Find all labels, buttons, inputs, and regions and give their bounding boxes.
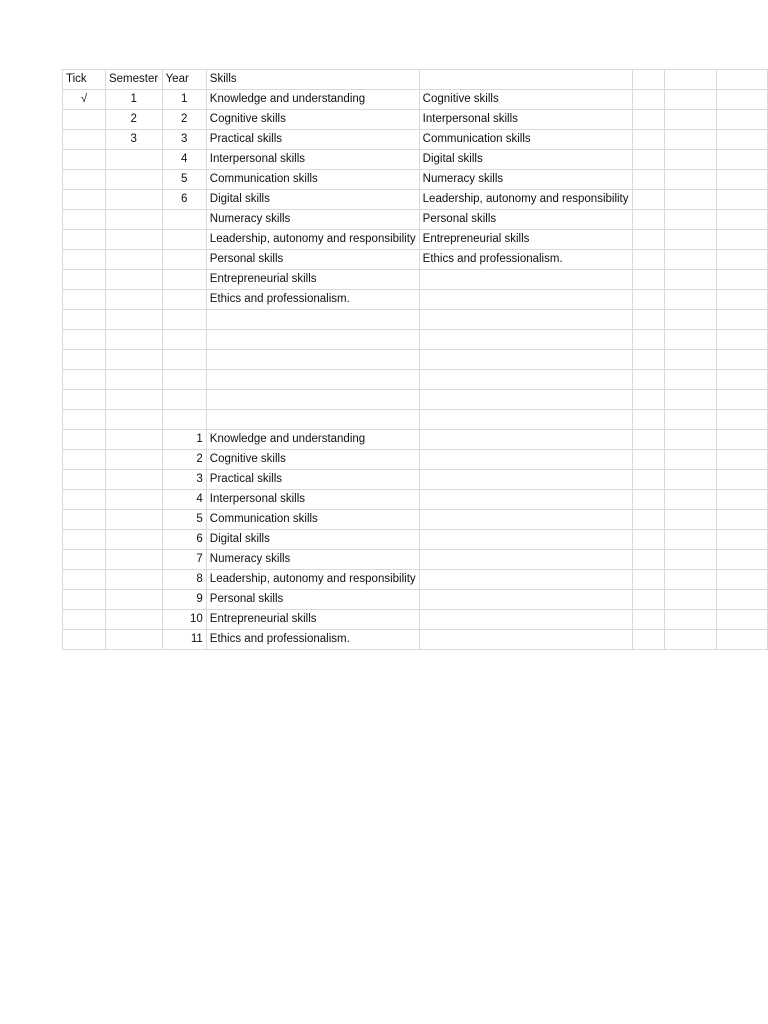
- table-row: [63, 110, 768, 130]
- empty-cell[interactable]: [632, 130, 665, 150]
- empty-cell[interactable]: [162, 330, 206, 350]
- empty-cell[interactable]: [63, 390, 106, 410]
- year-cell[interactable]: [162, 270, 206, 290]
- empty-cell[interactable]: [419, 350, 632, 370]
- empty-cell[interactable]: [419, 370, 632, 390]
- empty-cell[interactable]: [419, 490, 632, 510]
- empty-cell[interactable]: [206, 350, 419, 370]
- empty-cell[interactable]: [716, 470, 767, 490]
- number-cell[interactable]: 5: [162, 510, 206, 530]
- skill-cell[interactable]: Cognitive skills: [206, 450, 419, 470]
- skill-cell[interactable]: Practical skills: [206, 470, 419, 490]
- skill-cell[interactable]: Digital skills: [419, 150, 632, 170]
- empty-cell[interactable]: [162, 370, 206, 390]
- empty-cell[interactable]: [105, 430, 162, 450]
- empty-cell[interactable]: [63, 310, 106, 330]
- empty-cell[interactable]: [63, 550, 106, 570]
- skill-cell[interactable]: Communication skills: [419, 130, 632, 150]
- empty-cell[interactable]: [63, 590, 106, 610]
- empty-cell[interactable]: [632, 230, 665, 250]
- skill-cell[interactable]: Ethics and professionalism.: [419, 250, 632, 270]
- empty-cell[interactable]: [419, 610, 632, 630]
- empty-cell[interactable]: [419, 590, 632, 610]
- semester-cell[interactable]: [105, 250, 162, 270]
- empty-row: [63, 410, 768, 430]
- skill-cell[interactable]: [419, 290, 632, 310]
- empty-cell[interactable]: [716, 110, 767, 130]
- empty-cell[interactable]: [105, 370, 162, 390]
- skill-cell[interactable]: Leadership, autonomy and responsibility: [206, 230, 419, 250]
- empty-cell[interactable]: [63, 510, 106, 530]
- skill-cell[interactable]: Leadership, autonomy and responsibility: [206, 570, 419, 590]
- empty-row: [63, 370, 768, 390]
- empty-cell[interactable]: [665, 470, 716, 490]
- table-row: [63, 630, 768, 650]
- number-cell[interactable]: 9: [162, 590, 206, 610]
- skill-cell[interactable]: Knowledge and understanding: [206, 430, 419, 450]
- empty-cell[interactable]: [632, 350, 665, 370]
- empty-cell[interactable]: [665, 90, 716, 110]
- table-row: [63, 270, 768, 290]
- empty-cell[interactable]: [105, 470, 162, 490]
- empty-cell[interactable]: [716, 310, 767, 330]
- table-row: [63, 590, 768, 610]
- empty-cell[interactable]: [105, 570, 162, 590]
- empty-cell[interactable]: [665, 170, 716, 190]
- year-cell[interactable]: [162, 210, 206, 230]
- skill-cell[interactable]: Interpersonal skills: [206, 150, 419, 170]
- empty-cell[interactable]: [632, 70, 665, 90]
- empty-cell[interactable]: [716, 130, 767, 150]
- empty-cell[interactable]: [665, 210, 716, 230]
- empty-cell[interactable]: [105, 590, 162, 610]
- skill-cell[interactable]: Communication skills: [206, 510, 419, 530]
- tick-cell[interactable]: [63, 190, 106, 210]
- empty-cell[interactable]: [105, 410, 162, 430]
- empty-cell[interactable]: [632, 370, 665, 390]
- empty-cell[interactable]: [632, 570, 665, 590]
- table-row: [63, 530, 768, 550]
- empty-cell[interactable]: [63, 570, 106, 590]
- empty-cell[interactable]: [665, 570, 716, 590]
- empty-cell[interactable]: [716, 210, 767, 230]
- empty-cell[interactable]: [716, 370, 767, 390]
- year-cell[interactable]: 1: [162, 90, 206, 110]
- empty-cell[interactable]: [63, 370, 106, 390]
- skill-cell[interactable]: Interpersonal skills: [206, 490, 419, 510]
- empty-row: [63, 390, 768, 410]
- empty-cell[interactable]: [632, 470, 665, 490]
- skill-cell[interactable]: Numeracy skills: [419, 170, 632, 190]
- skill-cell[interactable]: Numeracy skills: [206, 550, 419, 570]
- empty-cell[interactable]: [632, 170, 665, 190]
- semester-cell[interactable]: [105, 210, 162, 230]
- tick-cell[interactable]: [63, 230, 106, 250]
- empty-cell[interactable]: [716, 350, 767, 370]
- header-year[interactable]: Year: [162, 70, 206, 90]
- empty-cell[interactable]: [632, 530, 665, 550]
- empty-cell[interactable]: [665, 530, 716, 550]
- empty-cell[interactable]: [105, 310, 162, 330]
- empty-cell[interactable]: [665, 270, 716, 290]
- empty-cell[interactable]: [716, 610, 767, 630]
- empty-cell[interactable]: [665, 590, 716, 610]
- empty-cell[interactable]: [419, 470, 632, 490]
- table-row: [63, 450, 768, 470]
- empty-cell[interactable]: [105, 450, 162, 470]
- empty-cell[interactable]: [632, 450, 665, 470]
- empty-cell[interactable]: [665, 390, 716, 410]
- year-cell[interactable]: [162, 250, 206, 270]
- table-row: [63, 570, 768, 590]
- empty-cell[interactable]: [162, 310, 206, 330]
- empty-cell[interactable]: [665, 110, 716, 130]
- empty-cell[interactable]: [665, 150, 716, 170]
- empty-cell[interactable]: [419, 330, 632, 350]
- empty-cell[interactable]: [716, 450, 767, 470]
- number-cell[interactable]: 11: [162, 630, 206, 650]
- year-cell[interactable]: 6: [162, 190, 206, 210]
- semester-cell[interactable]: [105, 230, 162, 250]
- year-cell[interactable]: 4: [162, 150, 206, 170]
- table-row: [63, 610, 768, 630]
- empty-cell[interactable]: [665, 70, 716, 90]
- empty-cell[interactable]: [632, 250, 665, 270]
- skill-cell[interactable]: Knowledge and understanding: [206, 90, 419, 110]
- tick-cell[interactable]: [63, 290, 106, 310]
- skill-cell[interactable]: Personal skills: [419, 210, 632, 230]
- table-row: [63, 250, 768, 270]
- empty-cell[interactable]: [716, 230, 767, 250]
- empty-cell[interactable]: [632, 630, 665, 650]
- empty-cell[interactable]: [162, 410, 206, 430]
- empty-cell[interactable]: [632, 310, 665, 330]
- skill-cell[interactable]: [419, 270, 632, 290]
- empty-cell[interactable]: [716, 530, 767, 550]
- empty-cell[interactable]: [716, 150, 767, 170]
- empty-cell[interactable]: [419, 310, 632, 330]
- empty-cell[interactable]: [632, 90, 665, 110]
- tick-cell[interactable]: √: [63, 90, 106, 110]
- skill-cell[interactable]: Entrepreneurial skills: [206, 270, 419, 290]
- empty-cell[interactable]: [63, 350, 106, 370]
- empty-cell[interactable]: [63, 490, 106, 510]
- empty-cell[interactable]: [162, 390, 206, 410]
- skill-cell[interactable]: Digital skills: [206, 190, 419, 210]
- empty-cell[interactable]: [63, 610, 106, 630]
- empty-cell[interactable]: [716, 330, 767, 350]
- empty-cell[interactable]: [665, 630, 716, 650]
- header-row: [63, 70, 768, 90]
- header-semester[interactable]: Semester: [105, 70, 162, 90]
- empty-cell[interactable]: [716, 290, 767, 310]
- empty-row: [63, 350, 768, 370]
- empty-cell[interactable]: [105, 510, 162, 530]
- empty-cell[interactable]: [419, 570, 632, 590]
- table-row: [63, 90, 768, 110]
- table-row: [63, 230, 768, 250]
- empty-cell[interactable]: [419, 390, 632, 410]
- empty-cell[interactable]: [665, 510, 716, 530]
- number-cell[interactable]: 7: [162, 550, 206, 570]
- empty-cell[interactable]: [206, 390, 419, 410]
- tick-cell[interactable]: [63, 270, 106, 290]
- empty-cell[interactable]: [716, 570, 767, 590]
- empty-cell[interactable]: [716, 390, 767, 410]
- empty-cell[interactable]: [105, 550, 162, 570]
- empty-cell[interactable]: [632, 330, 665, 350]
- empty-cell[interactable]: [63, 470, 106, 490]
- skill-cell[interactable]: Personal skills: [206, 250, 419, 270]
- skill-cell[interactable]: Leadership, autonomy and responsibility: [419, 190, 632, 210]
- empty-cell[interactable]: [716, 430, 767, 450]
- empty-cell[interactable]: [665, 350, 716, 370]
- empty-cell[interactable]: [716, 590, 767, 610]
- empty-cell[interactable]: [206, 330, 419, 350]
- empty-cell[interactable]: [63, 330, 106, 350]
- empty-cell[interactable]: [419, 450, 632, 470]
- empty-cell[interactable]: [632, 270, 665, 290]
- header-skills[interactable]: Skills: [206, 70, 419, 90]
- empty-cell[interactable]: [632, 290, 665, 310]
- empty-cell[interactable]: [63, 430, 106, 450]
- table-row: [63, 510, 768, 530]
- semester-cell[interactable]: [105, 150, 162, 170]
- empty-cell[interactable]: [632, 490, 665, 510]
- number-cell[interactable]: 3: [162, 470, 206, 490]
- skill-cell[interactable]: Cognitive skills: [419, 90, 632, 110]
- empty-cell[interactable]: [665, 250, 716, 270]
- tick-cell[interactable]: [63, 130, 106, 150]
- empty-cell[interactable]: [63, 450, 106, 470]
- empty-cell[interactable]: [162, 350, 206, 370]
- tick-cell[interactable]: [63, 150, 106, 170]
- empty-cell[interactable]: [105, 390, 162, 410]
- semester-cell[interactable]: [105, 170, 162, 190]
- number-cell[interactable]: 4: [162, 490, 206, 510]
- number-cell[interactable]: 8: [162, 570, 206, 590]
- empty-cell[interactable]: [419, 70, 632, 90]
- empty-cell[interactable]: [206, 370, 419, 390]
- empty-cell[interactable]: [105, 330, 162, 350]
- empty-cell[interactable]: [419, 630, 632, 650]
- empty-cell[interactable]: [419, 530, 632, 550]
- empty-cell[interactable]: [665, 230, 716, 250]
- semester-cell[interactable]: [105, 190, 162, 210]
- empty-cell[interactable]: [665, 550, 716, 570]
- table-row: [63, 150, 768, 170]
- empty-cell[interactable]: [716, 90, 767, 110]
- semester-cell[interactable]: [105, 270, 162, 290]
- skill-cell[interactable]: Cognitive skills: [206, 110, 419, 130]
- skill-cell[interactable]: Entrepreneurial skills: [206, 610, 419, 630]
- year-cell[interactable]: [162, 290, 206, 310]
- empty-cell[interactable]: [665, 330, 716, 350]
- empty-cell[interactable]: [665, 370, 716, 390]
- empty-cell[interactable]: [63, 410, 106, 430]
- year-cell[interactable]: 3: [162, 130, 206, 150]
- empty-cell[interactable]: [632, 110, 665, 130]
- empty-cell[interactable]: [716, 490, 767, 510]
- empty-cell[interactable]: [419, 550, 632, 570]
- empty-cell[interactable]: [716, 250, 767, 270]
- table-row: [63, 430, 768, 450]
- empty-cell[interactable]: [665, 190, 716, 210]
- empty-cell[interactable]: [665, 310, 716, 330]
- empty-cell[interactable]: [632, 190, 665, 210]
- empty-cell[interactable]: [716, 410, 767, 430]
- empty-cell[interactable]: [419, 410, 632, 430]
- empty-cell[interactable]: [632, 510, 665, 530]
- empty-cell[interactable]: [665, 610, 716, 630]
- empty-cell[interactable]: [419, 430, 632, 450]
- semester-cell[interactable]: 2: [105, 110, 162, 130]
- empty-cell[interactable]: [105, 350, 162, 370]
- number-cell[interactable]: 1: [162, 430, 206, 450]
- semester-cell[interactable]: 1: [105, 90, 162, 110]
- empty-cell[interactable]: [716, 270, 767, 290]
- table-row: [63, 190, 768, 210]
- number-cell[interactable]: 10: [162, 610, 206, 630]
- skill-cell[interactable]: Digital skills: [206, 530, 419, 550]
- table-row: [63, 170, 768, 190]
- tick-cell[interactable]: [63, 250, 106, 270]
- empty-cell[interactable]: [105, 530, 162, 550]
- table-row: [63, 490, 768, 510]
- empty-cell[interactable]: [105, 610, 162, 630]
- empty-cell[interactable]: [206, 310, 419, 330]
- empty-cell[interactable]: [632, 150, 665, 170]
- table-row: [63, 470, 768, 490]
- empty-cell[interactable]: [419, 510, 632, 530]
- empty-cell[interactable]: [105, 630, 162, 650]
- empty-cell[interactable]: [665, 410, 716, 430]
- empty-cell[interactable]: [105, 490, 162, 510]
- year-cell[interactable]: [162, 230, 206, 250]
- semester-cell[interactable]: 3: [105, 130, 162, 150]
- number-cell[interactable]: 2: [162, 450, 206, 470]
- empty-cell[interactable]: [632, 430, 665, 450]
- tick-cell[interactable]: [63, 110, 106, 130]
- table-row: [63, 290, 768, 310]
- tick-cell[interactable]: [63, 170, 106, 190]
- skill-cell[interactable]: Ethics and professionalism.: [206, 630, 419, 650]
- empty-cell[interactable]: [716, 630, 767, 650]
- semester-cell[interactable]: [105, 290, 162, 310]
- skill-cell[interactable]: Ethics and professionalism.: [206, 290, 419, 310]
- empty-cell[interactable]: [716, 550, 767, 570]
- empty-cell[interactable]: [665, 290, 716, 310]
- year-cell[interactable]: 5: [162, 170, 206, 190]
- empty-cell[interactable]: [716, 510, 767, 530]
- empty-cell[interactable]: [632, 550, 665, 570]
- empty-cell[interactable]: [632, 410, 665, 430]
- skill-cell[interactable]: Personal skills: [206, 590, 419, 610]
- empty-row: [63, 330, 768, 350]
- skill-cell[interactable]: Communication skills: [206, 170, 419, 190]
- empty-cell[interactable]: [665, 450, 716, 470]
- skill-cell[interactable]: Practical skills: [206, 130, 419, 150]
- spreadsheet-grid: [62, 69, 768, 650]
- number-cell[interactable]: 6: [162, 530, 206, 550]
- empty-cell[interactable]: [63, 630, 106, 650]
- empty-cell[interactable]: [632, 590, 665, 610]
- table-row: [63, 130, 768, 150]
- empty-cell[interactable]: [632, 390, 665, 410]
- empty-row: [63, 310, 768, 330]
- skill-cell[interactable]: Interpersonal skills: [419, 110, 632, 130]
- empty-cell[interactable]: [632, 610, 665, 630]
- empty-cell[interactable]: [665, 490, 716, 510]
- empty-cell[interactable]: [63, 530, 106, 550]
- empty-cell[interactable]: [665, 130, 716, 150]
- empty-cell[interactable]: [632, 210, 665, 230]
- skill-cell[interactable]: Numeracy skills: [206, 210, 419, 230]
- year-cell[interactable]: 2: [162, 110, 206, 130]
- empty-cell[interactable]: [665, 430, 716, 450]
- header-tick[interactable]: Tick: [63, 70, 106, 90]
- empty-cell[interactable]: [716, 190, 767, 210]
- table-row: [63, 210, 768, 230]
- empty-cell[interactable]: [716, 170, 767, 190]
- empty-cell[interactable]: [206, 410, 419, 430]
- table-row: [63, 550, 768, 570]
- skill-cell[interactable]: Entrepreneurial skills: [419, 230, 632, 250]
- tick-cell[interactable]: [63, 210, 106, 230]
- empty-cell[interactable]: [716, 70, 767, 90]
